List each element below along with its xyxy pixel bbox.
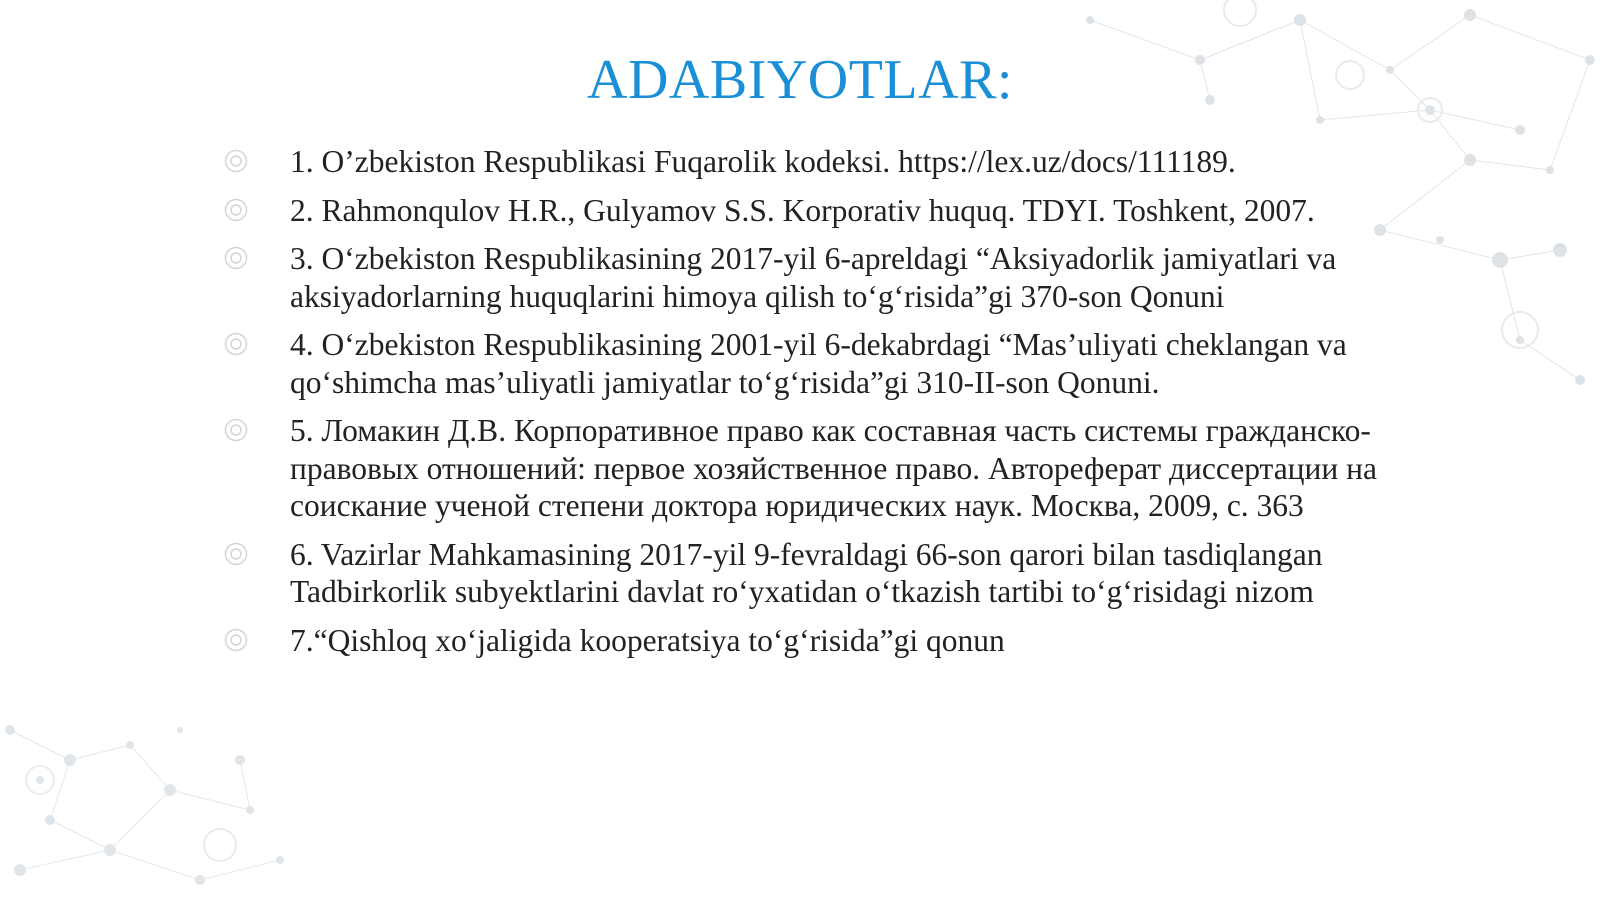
reference-item-7 — [224, 622, 1384, 660]
reference-text: 7.“Qishloq xo‘jaligida kooperatsiya to‘g‘risida”gi qonun — [290, 622, 1005, 658]
concentric-circle-bullet-icon — [224, 332, 248, 356]
reference-text: 3. O‘zbekiston Respublikasining 2017-yil 6-apreldagi “Aksiyadorlik jamiyatlari va aksiyadorlarning huquqlarini himoya qilish to‘g‘risida”gi 370-son Qonuni — [290, 241, 1337, 314]
network-bottom-left — [5, 725, 284, 885]
concentric-circle-bullet-icon — [224, 628, 248, 652]
reference-text: 6. Vazirlar Mahkamasining 2017-yil 9-fevraldagi 66-son qarori bilan tasdiqlangan Tadbirkorlik subyektlarini davlat ro‘yxatidan o‘tkazish tartibi to‘g‘risidagi nizom — [290, 536, 1323, 609]
reference-item-5 — [224, 412, 1384, 525]
references-list — [224, 143, 1384, 670]
concentric-circle-bullet-icon — [224, 246, 248, 270]
reference-item-6 — [224, 536, 1384, 611]
reference-item-2 — [224, 192, 1384, 230]
reference-item-1 — [224, 143, 1384, 181]
reference-item-4 — [224, 326, 1384, 401]
concentric-circle-bullet-icon — [224, 418, 248, 442]
concentric-circle-bullet-icon — [224, 542, 248, 566]
reference-text: 2. Rahmonqulov H.R., Gulyamov S.S. Korporativ huquq. TDYI. Toshkent, 2007. — [290, 192, 1315, 228]
reference-text: 5. Ломакин Д.В. Корпоративное право как составная часть системы гражданско-правовых отношений: первое хозяйственное право. Автореферат диссертации на соискание ученой степени доктора юридических наук. Москва, 2009, с. 363 — [290, 413, 1377, 523]
concentric-circle-bullet-icon — [224, 149, 248, 173]
reference-text: 1. O’zbekiston Respublikasi Fuqarolik kodeksi. https://lex.uz/docs/111189. — [290, 144, 1236, 179]
reference-text: 4. O‘zbekiston Respublikasining 2001-yil 6-dekabrdagi “Mas’uliyati cheklangan va qo‘shimcha mas’uliyatli jamiyatlar to‘g‘risida”gi 310-II-son Qonuni. — [290, 327, 1347, 400]
reference-item-3 — [224, 240, 1384, 315]
slide-title: ADABIYOTLAR: — [587, 49, 1013, 111]
concentric-circle-bullet-icon — [224, 198, 248, 222]
